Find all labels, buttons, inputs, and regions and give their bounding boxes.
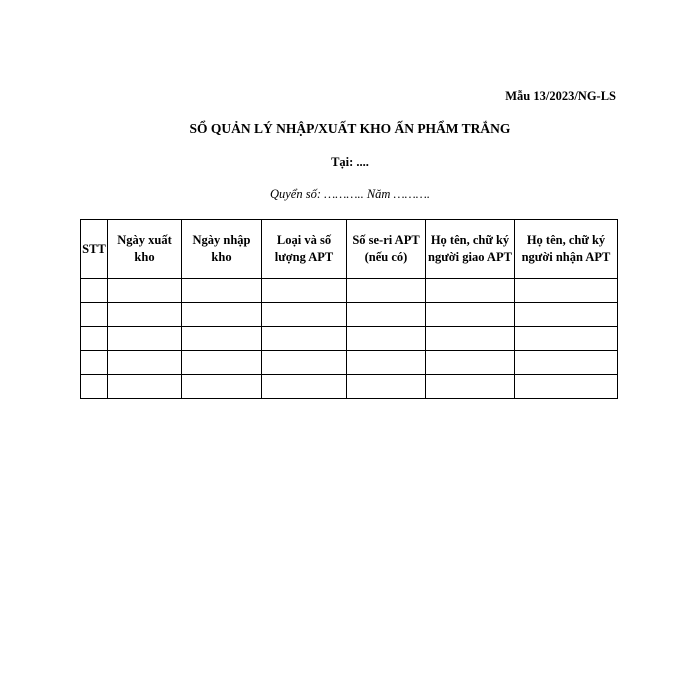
table-cell [81, 375, 108, 399]
table-cell [262, 375, 347, 399]
ledger-table [80, 219, 618, 399]
page-title: SỔ QUẢN LÝ NHẬP/XUẤT KHO ẤN PHẨM TRẮNG [189, 121, 511, 136]
location-line: Tại: .... [331, 155, 369, 169]
table-cell [81, 327, 108, 351]
table-cell [515, 351, 618, 375]
table-cell [108, 327, 182, 351]
header-deliverer-signature: Họ tên, chữ ký người giao APT [426, 220, 515, 279]
table-row [81, 351, 618, 375]
header-row [81, 220, 618, 279]
table-cell [262, 303, 347, 327]
book-number-line: Quyển số: ……….. Năm ………. [269, 187, 431, 201]
table-cell [182, 327, 262, 351]
table-cell [108, 351, 182, 375]
table-cell [347, 279, 426, 303]
table-cell [182, 303, 262, 327]
header-type-quantity: Loại và số lượng APT [262, 220, 347, 279]
table-cell [182, 375, 262, 399]
table-cell [108, 375, 182, 399]
header-stt: STT [81, 220, 108, 279]
table-cell [108, 279, 182, 303]
table-cell [347, 351, 426, 375]
table-cell [182, 279, 262, 303]
table-cell [262, 327, 347, 351]
table-cell [426, 327, 515, 351]
table-cell [515, 327, 618, 351]
table-row [81, 375, 618, 399]
table-cell [262, 279, 347, 303]
table-row [81, 279, 618, 303]
table-cell [81, 279, 108, 303]
table-cell [347, 303, 426, 327]
table-cell [426, 279, 515, 303]
table-row [81, 327, 618, 351]
table-cell [108, 303, 182, 327]
table-cell [515, 375, 618, 399]
table-cell [182, 351, 262, 375]
table-cell [347, 375, 426, 399]
table-cell [426, 303, 515, 327]
header-export-date: Ngày xuất kho [108, 220, 182, 279]
table-cell [515, 279, 618, 303]
header-serial-number: Số se-ri APT (nếu có) [347, 220, 426, 279]
table-cell [347, 327, 426, 351]
header-receiver-signature: Họ tên, chữ ký người nhận APT [515, 220, 618, 279]
table-row [81, 303, 618, 327]
table-cell [515, 303, 618, 327]
table-cell [426, 375, 515, 399]
table-cell [262, 351, 347, 375]
table-cell [426, 351, 515, 375]
form-code: Mẫu 13/2023/NG-LS [505, 89, 616, 103]
header-import-date: Ngày nhập kho [182, 220, 262, 279]
table-cell [81, 303, 108, 327]
table-cell [81, 351, 108, 375]
